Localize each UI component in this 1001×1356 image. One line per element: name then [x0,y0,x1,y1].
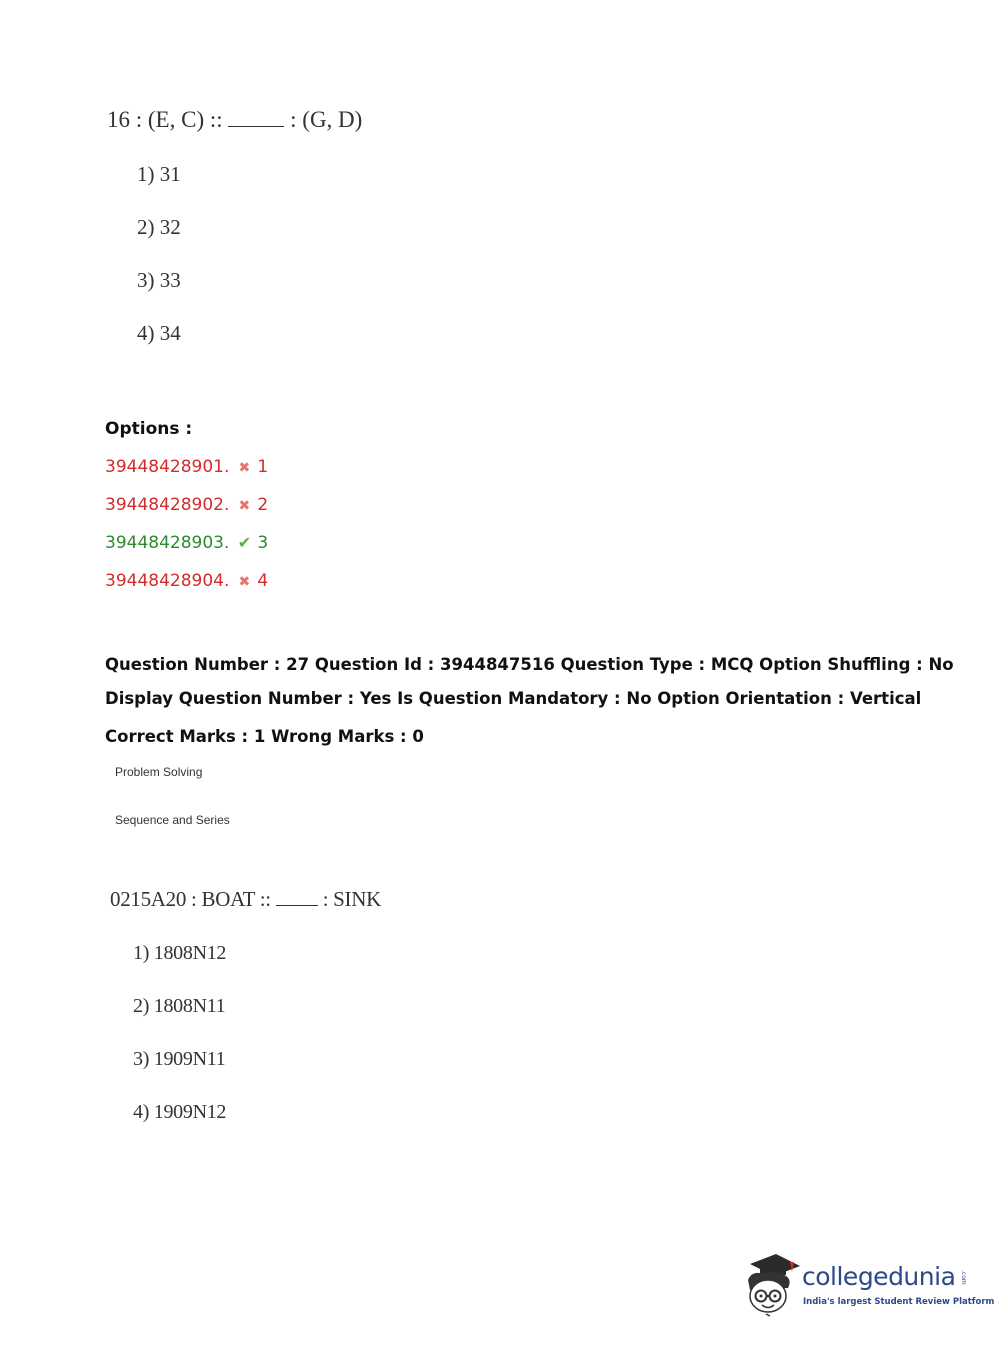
question-2-option [133,1101,226,1124]
question-2-stem-left: 0215A20 : BOAT :: [110,887,271,911]
collegedunia-logo[interactable] [742,1250,995,1320]
question-2-stem-right: : SINK [322,887,381,911]
correct-check-icon: ✔ [237,533,252,552]
option-text: 1808N12 [153,942,227,964]
question-1-option [137,268,181,293]
answer-option-id: 39448428903. [105,533,230,553]
question-2-option [133,1048,225,1071]
question-1-stem-left: 16 : (E, C) :: [107,107,223,132]
brand-domain-suffix: .com [960,1270,967,1285]
question-1-stem-right: : (G, D) [290,107,363,132]
answer-option-value: 4 [257,571,269,591]
option-number: 4) [133,1101,150,1123]
answer-option-row [105,495,268,515]
question-1-option [137,215,181,240]
option-number: 2) [133,995,150,1017]
option-text: 1909N11 [153,1048,226,1070]
option-text: 1808N11 [153,995,226,1017]
answer-option-id: 39448428902. [105,495,230,515]
question-1-option [137,321,181,346]
answer-option-value: 2 [257,495,269,515]
mascot-icon [742,1250,802,1320]
question-1-stem [107,107,362,133]
question-2-option [133,942,226,965]
wrong-cross-icon: ✖ [238,498,251,514]
brand-name: collegedunia [802,1262,956,1291]
answer-option-row [105,533,268,553]
answer-option-value: 3 [257,533,269,553]
options-heading: Options : [105,419,193,439]
option-text: 34 [159,321,181,345]
option-number: 4) [137,321,155,345]
option-number: 2) [137,215,155,239]
question-meta-line-3: Correct Marks : 1 Wrong Marks : 0 [105,727,424,746]
question-2-option [133,995,225,1018]
option-text: 31 [159,162,181,186]
brand-tagline: India's largest Student Review Platform [803,1297,995,1307]
answer-option-id: 39448428901. [105,457,230,477]
question-1-option [137,162,181,187]
answer-option-row [105,571,268,591]
option-text: 32 [159,215,181,239]
question-2-blank [276,887,318,906]
option-number: 3) [137,268,155,292]
option-text: 1909N12 [153,1101,227,1123]
question-meta-line-1: Question Number : 27 Question Id : 3944847516 Question Type : MCQ Option Shuffling : No [105,655,954,674]
answer-option-id: 39448428904. [105,571,230,591]
wrong-cross-icon: ✖ [238,460,251,476]
option-number: 3) [133,1048,150,1070]
question-2-stem [110,887,381,912]
answer-option-value: 1 [257,457,269,477]
wrong-cross-icon: ✖ [238,574,251,590]
answer-option-row [105,457,268,477]
question-1-blank [228,108,284,127]
option-text: 33 [159,268,181,292]
question-meta-line-2: Display Question Number : Yes Is Question Mandatory : No Option Orientation : Vertical [105,689,922,708]
option-number: 1) [137,162,155,186]
topic-label: Problem Solving [115,765,203,779]
option-number: 1) [133,942,150,964]
subtopic-label: Sequence and Series [115,813,230,827]
